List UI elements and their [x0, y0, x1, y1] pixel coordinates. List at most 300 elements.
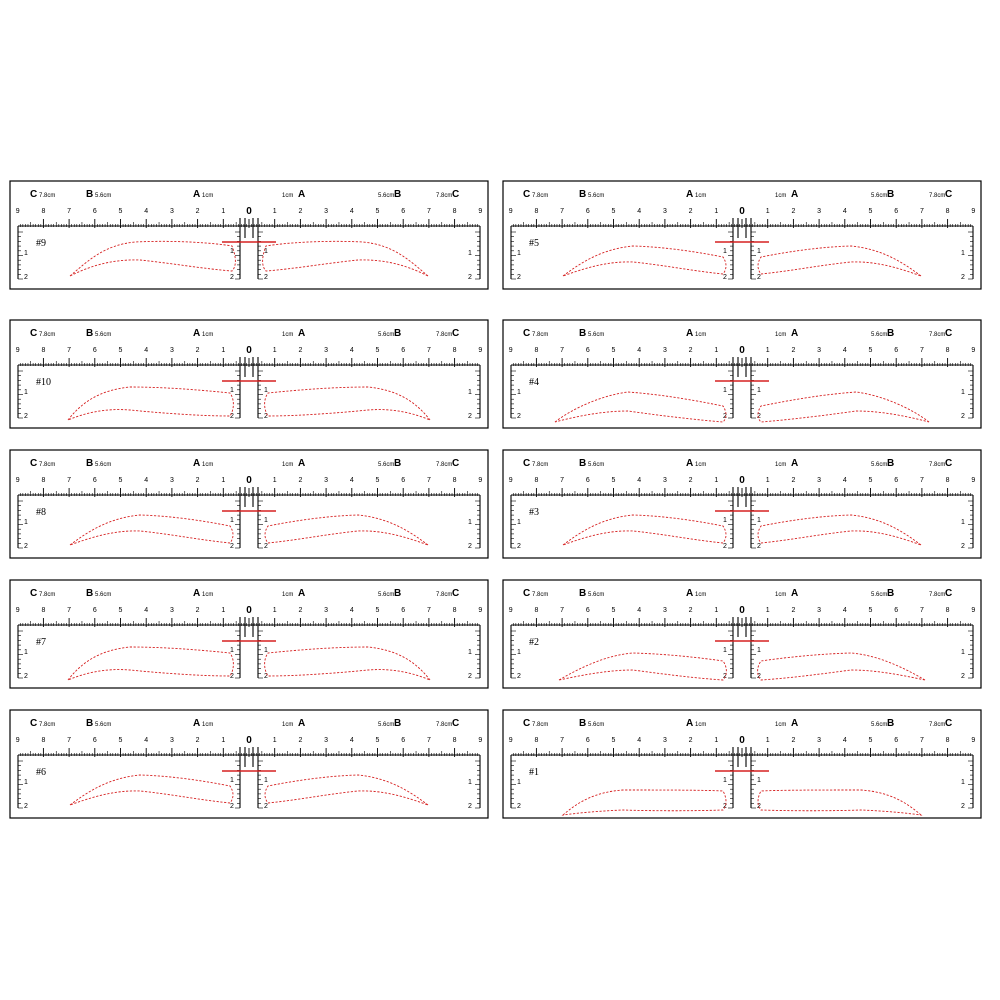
scale-number: 8 — [945, 347, 950, 354]
mark-distance: 1cm — [775, 592, 787, 598]
scale-number: 6 — [401, 208, 406, 215]
side-number: 1 — [961, 519, 965, 526]
stencil-card — [10, 710, 488, 818]
scale-number: 3 — [817, 477, 822, 484]
side-number: 2 — [961, 543, 965, 550]
scale-number: 6 — [894, 737, 899, 744]
side-number: 2 — [961, 413, 965, 420]
mark-distance: 1cm — [775, 193, 787, 199]
scale-number: 6 — [401, 737, 406, 744]
mark-distance: 7.8cm — [436, 592, 453, 598]
center-number: 1 — [264, 777, 268, 784]
scale-number: 9 — [971, 477, 976, 484]
scale-number: 1 — [272, 208, 277, 215]
scale-number: 4 — [842, 607, 847, 614]
scale-number: 2 — [298, 607, 303, 614]
scale-number: 5 — [118, 737, 123, 744]
scale-number: 9 — [15, 477, 20, 484]
scale-zero: 0 — [739, 605, 745, 616]
mark-distance: 7.8cm — [436, 462, 453, 468]
scale-number: 3 — [817, 347, 822, 354]
scale-number: 6 — [894, 477, 899, 484]
scale-number: 1 — [765, 477, 770, 484]
scale-number: 5 — [611, 208, 616, 215]
center-number: 1 — [723, 387, 727, 394]
mark-distance: 5.6cm — [871, 592, 888, 598]
side-number: 1 — [961, 779, 965, 786]
scale-number: 8 — [534, 208, 539, 215]
side-number: 2 — [468, 274, 472, 281]
side-number: 1 — [961, 250, 965, 257]
scale-number: 6 — [585, 477, 590, 484]
scale-number: 8 — [41, 347, 46, 354]
scale-number: 4 — [637, 477, 642, 484]
mark-letter: B — [579, 458, 587, 469]
mark-distance: 7.8cm — [436, 193, 453, 199]
scale-number: 7 — [560, 607, 565, 614]
center-number: 1 — [230, 777, 234, 784]
side-number: 2 — [24, 673, 28, 680]
scale-number: 7 — [426, 208, 431, 215]
scale-number: 2 — [195, 477, 200, 484]
scale-number: 2 — [195, 607, 200, 614]
card-border — [503, 181, 981, 289]
scale-number: 1 — [272, 347, 277, 354]
scale-number: 1 — [714, 477, 719, 484]
mark-letter: A — [686, 328, 694, 339]
scale-number: 9 — [971, 208, 976, 215]
scale-number: 8 — [534, 477, 539, 484]
scale-number: 3 — [662, 737, 667, 744]
mark-letter: B — [86, 189, 94, 200]
scale-number: 4 — [842, 347, 847, 354]
scale-number: 6 — [401, 477, 406, 484]
center-number: 2 — [757, 274, 761, 281]
scale-number: 3 — [817, 737, 822, 744]
center-number: 1 — [723, 777, 727, 784]
side-number: 2 — [468, 673, 472, 680]
scale-number: 1 — [765, 347, 770, 354]
scale-number: 7 — [560, 347, 565, 354]
mark-distance: 1cm — [695, 332, 707, 338]
scale-number: 3 — [662, 347, 667, 354]
stencil-card — [10, 580, 488, 688]
center-number: 1 — [264, 517, 268, 524]
template-number: #4 — [529, 377, 539, 388]
mark-letter: C — [30, 458, 38, 469]
scale-number: 5 — [118, 607, 123, 614]
template-number: #8 — [36, 507, 46, 518]
center-number: 2 — [723, 543, 727, 550]
mark-letter: B — [579, 328, 587, 339]
scale-number: 9 — [478, 477, 483, 484]
stencil-card — [503, 450, 981, 558]
scale-number: 3 — [817, 607, 822, 614]
center-number: 2 — [230, 673, 234, 680]
scale-number: 2 — [298, 477, 303, 484]
scale-number: 8 — [41, 208, 46, 215]
mark-distance: 1cm — [282, 332, 294, 338]
mark-letter: B — [394, 588, 402, 599]
scale-number: 8 — [945, 208, 950, 215]
scale-number: 2 — [791, 208, 796, 215]
scale-number: 5 — [611, 347, 616, 354]
scale-number: 4 — [144, 737, 149, 744]
mark-letter: B — [86, 588, 94, 599]
scale-number: 4 — [349, 737, 354, 744]
scale-number: 2 — [195, 347, 200, 354]
template-number: #10 — [36, 377, 51, 388]
scale-number: 5 — [868, 347, 873, 354]
mark-letter: B — [394, 189, 402, 200]
scale-number: 8 — [945, 607, 950, 614]
scale-number: 3 — [662, 607, 667, 614]
scale-number: 6 — [894, 347, 899, 354]
mark-letter: A — [193, 189, 201, 200]
mark-letter: B — [394, 458, 402, 469]
mark-distance: 1cm — [775, 722, 787, 728]
mark-distance: 1cm — [282, 193, 294, 199]
template-number: #6 — [36, 767, 46, 778]
mark-distance: 5.6cm — [378, 592, 395, 598]
mark-distance: 7.8cm — [929, 462, 946, 468]
scale-number: 7 — [919, 208, 924, 215]
center-number: 2 — [230, 543, 234, 550]
scale-number: 4 — [842, 208, 847, 215]
scale-number: 1 — [714, 347, 719, 354]
center-number: 1 — [264, 248, 268, 255]
mark-letter: B — [579, 588, 587, 599]
scale-zero: 0 — [246, 735, 252, 746]
scale-number: 2 — [791, 347, 796, 354]
scale-number: 6 — [585, 737, 590, 744]
scale-number: 5 — [611, 607, 616, 614]
side-number: 2 — [961, 673, 965, 680]
mark-letter: A — [791, 189, 799, 200]
card-border — [10, 710, 488, 818]
scale-number: 3 — [169, 477, 174, 484]
scale-number: 9 — [15, 208, 20, 215]
mark-distance: 1cm — [695, 462, 707, 468]
card-border — [10, 181, 488, 289]
template-number: #9 — [36, 238, 46, 249]
mark-letter: A — [193, 328, 201, 339]
center-number: 2 — [757, 673, 761, 680]
scale-number: 4 — [144, 477, 149, 484]
mark-letter: C — [30, 718, 38, 729]
scale-number: 4 — [637, 607, 642, 614]
scale-number: 9 — [971, 737, 976, 744]
scale-number: 4 — [349, 347, 354, 354]
scale-number: 8 — [452, 208, 457, 215]
scale-number: 5 — [118, 208, 123, 215]
mark-letter: B — [887, 458, 895, 469]
center-number: 2 — [230, 274, 234, 281]
mark-letter: C — [452, 588, 460, 599]
center-number: 2 — [757, 543, 761, 550]
scale-number: 1 — [714, 737, 719, 744]
side-number: 1 — [961, 389, 965, 396]
mark-letter: A — [686, 588, 694, 599]
scale-number: 6 — [894, 607, 899, 614]
side-number: 1 — [468, 519, 472, 526]
scale-number: 3 — [662, 477, 667, 484]
side-number: 2 — [24, 274, 28, 281]
center-number: 1 — [230, 387, 234, 394]
side-number: 2 — [468, 543, 472, 550]
mark-letter: A — [791, 588, 799, 599]
mark-distance: 5.6cm — [588, 332, 605, 338]
mark-distance: 1cm — [695, 592, 707, 598]
scale-number: 6 — [92, 607, 97, 614]
scale-number: 5 — [375, 607, 380, 614]
scale-number: 3 — [169, 737, 174, 744]
side-number: 2 — [24, 413, 28, 420]
mark-letter: A — [193, 718, 201, 729]
scale-number: 5 — [375, 347, 380, 354]
mark-distance: 7.8cm — [532, 462, 549, 468]
side-number: 1 — [468, 649, 472, 656]
mark-letter: B — [394, 328, 402, 339]
scale-number: 9 — [478, 607, 483, 614]
mark-letter: B — [887, 328, 895, 339]
scale-number: 6 — [401, 607, 406, 614]
scale-number: 8 — [41, 477, 46, 484]
center-number: 2 — [264, 673, 268, 680]
center-number: 2 — [264, 274, 268, 281]
scale-number: 5 — [375, 477, 380, 484]
scale-number: 9 — [15, 737, 20, 744]
mark-distance: 7.8cm — [929, 722, 946, 728]
scale-number: 6 — [92, 477, 97, 484]
scale-number: 5 — [868, 477, 873, 484]
mark-letter: B — [887, 189, 895, 200]
scale-number: 2 — [688, 737, 693, 744]
mark-distance: 1cm — [202, 193, 214, 199]
mark-letter: B — [579, 718, 587, 729]
template-number: #3 — [529, 507, 539, 518]
center-number: 1 — [230, 647, 234, 654]
scale-number: 1 — [272, 737, 277, 744]
scale-number: 3 — [169, 607, 174, 614]
scale-number: 2 — [195, 737, 200, 744]
scale-number: 3 — [324, 477, 329, 484]
mark-letter: A — [686, 189, 694, 200]
mark-distance: 7.8cm — [929, 193, 946, 199]
scale-zero: 0 — [739, 206, 745, 217]
scale-number: 3 — [817, 208, 822, 215]
scale-number: 9 — [508, 737, 513, 744]
scale-number: 6 — [585, 347, 590, 354]
scale-number: 1 — [221, 607, 226, 614]
mark-distance: 1cm — [695, 722, 707, 728]
mark-letter: C — [523, 458, 531, 469]
mark-distance: 7.8cm — [532, 592, 549, 598]
scale-number: 9 — [478, 737, 483, 744]
mark-distance: 5.6cm — [378, 332, 395, 338]
mark-distance: 7.8cm — [39, 193, 56, 199]
center-number: 2 — [723, 274, 727, 281]
scale-number: 9 — [508, 208, 513, 215]
scale-number: 7 — [919, 477, 924, 484]
scale-number: 1 — [221, 737, 226, 744]
scale-number: 1 — [765, 208, 770, 215]
side-number: 1 — [517, 250, 521, 257]
mark-letter: C — [945, 718, 953, 729]
mark-letter: C — [452, 189, 460, 200]
mark-distance: 5.6cm — [95, 193, 112, 199]
mark-letter: C — [523, 588, 531, 599]
scale-number: 8 — [452, 347, 457, 354]
scale-number: 1 — [765, 607, 770, 614]
mark-letter: C — [452, 458, 460, 469]
scale-number: 1 — [765, 737, 770, 744]
scale-number: 6 — [92, 737, 97, 744]
stencil-card — [10, 320, 488, 428]
side-number: 1 — [961, 649, 965, 656]
mark-distance: 1cm — [282, 592, 294, 598]
scale-number: 8 — [41, 737, 46, 744]
side-number: 2 — [517, 803, 521, 810]
scale-number: 7 — [919, 347, 924, 354]
scale-number: 4 — [144, 208, 149, 215]
scale-number: 8 — [945, 477, 950, 484]
mark-distance: 1cm — [695, 193, 707, 199]
scale-number: 3 — [324, 347, 329, 354]
card-border — [503, 450, 981, 558]
mark-distance: 7.8cm — [929, 332, 946, 338]
mark-distance: 5.6cm — [871, 193, 888, 199]
scale-number: 2 — [298, 208, 303, 215]
side-number: 1 — [517, 649, 521, 656]
scale-number: 9 — [508, 347, 513, 354]
mark-distance: 5.6cm — [378, 193, 395, 199]
scale-number: 3 — [324, 737, 329, 744]
mark-distance: 5.6cm — [871, 332, 888, 338]
scale-number: 2 — [688, 477, 693, 484]
scale-number: 7 — [426, 477, 431, 484]
side-number: 1 — [24, 250, 28, 257]
mark-distance: 5.6cm — [95, 332, 112, 338]
mark-letter: C — [945, 588, 953, 599]
mark-distance: 5.6cm — [588, 592, 605, 598]
mark-letter: A — [791, 458, 799, 469]
center-number: 1 — [230, 248, 234, 255]
center-number: 1 — [723, 248, 727, 255]
mark-letter: B — [86, 458, 94, 469]
mark-letter: C — [945, 458, 953, 469]
mark-letter: C — [523, 328, 531, 339]
scale-number: 1 — [714, 607, 719, 614]
side-number: 1 — [24, 779, 28, 786]
scale-number: 7 — [426, 737, 431, 744]
scale-number: 9 — [15, 607, 20, 614]
scale-number: 3 — [662, 208, 667, 215]
center-number: 1 — [723, 647, 727, 654]
mark-distance: 5.6cm — [871, 722, 888, 728]
center-number: 1 — [757, 248, 761, 255]
side-number: 2 — [468, 803, 472, 810]
scale-number: 3 — [169, 208, 174, 215]
scale-number: 5 — [611, 477, 616, 484]
mark-letter: B — [86, 328, 94, 339]
mark-distance: 7.8cm — [39, 332, 56, 338]
side-number: 1 — [468, 389, 472, 396]
mark-distance: 7.8cm — [532, 193, 549, 199]
mark-letter: C — [945, 328, 953, 339]
card-border — [503, 710, 981, 818]
scale-number: 6 — [894, 208, 899, 215]
scale-number: 4 — [842, 477, 847, 484]
mark-distance: 1cm — [202, 592, 214, 598]
mark-distance: 1cm — [202, 722, 214, 728]
mark-distance: 5.6cm — [588, 462, 605, 468]
scale-number: 8 — [452, 607, 457, 614]
scale-zero: 0 — [739, 735, 745, 746]
scale-number: 9 — [15, 347, 20, 354]
mark-letter: A — [298, 588, 306, 599]
center-number: 2 — [757, 803, 761, 810]
scale-number: 4 — [144, 607, 149, 614]
scale-number: 4 — [144, 347, 149, 354]
mark-distance: 5.6cm — [378, 722, 395, 728]
scale-number: 1 — [221, 208, 226, 215]
center-number: 2 — [230, 413, 234, 420]
mark-distance: 5.6cm — [95, 462, 112, 468]
mark-letter: A — [298, 718, 306, 729]
side-number: 2 — [468, 413, 472, 420]
stencil-card — [503, 710, 981, 818]
side-number: 2 — [517, 274, 521, 281]
stencil-card — [503, 320, 981, 428]
template-number: #7 — [36, 637, 46, 648]
mark-distance: 1cm — [202, 462, 214, 468]
scale-number: 8 — [452, 737, 457, 744]
mark-distance: 7.8cm — [39, 592, 56, 598]
scale-zero: 0 — [246, 206, 252, 217]
scale-number: 9 — [971, 607, 976, 614]
card-border — [10, 580, 488, 688]
mark-letter: A — [193, 588, 201, 599]
mark-distance: 5.6cm — [588, 193, 605, 199]
center-number: 1 — [264, 647, 268, 654]
mark-letter: C — [30, 588, 38, 599]
mark-distance: 1cm — [282, 462, 294, 468]
scale-number: 4 — [637, 737, 642, 744]
scale-number: 7 — [919, 607, 924, 614]
center-number: 2 — [230, 803, 234, 810]
scale-number: 4 — [349, 208, 354, 215]
side-number: 2 — [24, 803, 28, 810]
mark-letter: B — [887, 718, 895, 729]
scale-number: 6 — [92, 347, 97, 354]
scale-zero: 0 — [739, 345, 745, 356]
mark-letter: A — [791, 718, 799, 729]
scale-number: 6 — [585, 607, 590, 614]
mark-distance: 7.8cm — [39, 462, 56, 468]
mark-letter: C — [30, 328, 38, 339]
stencil-card — [10, 450, 488, 558]
scale-number: 9 — [508, 607, 513, 614]
scale-number: 1 — [272, 607, 277, 614]
side-number: 1 — [517, 389, 521, 396]
scale-number: 7 — [67, 607, 72, 614]
side-number: 2 — [517, 543, 521, 550]
scale-number: 7 — [67, 477, 72, 484]
scale-zero: 0 — [246, 345, 252, 356]
mark-distance: 5.6cm — [95, 722, 112, 728]
scale-number: 1 — [714, 208, 719, 215]
